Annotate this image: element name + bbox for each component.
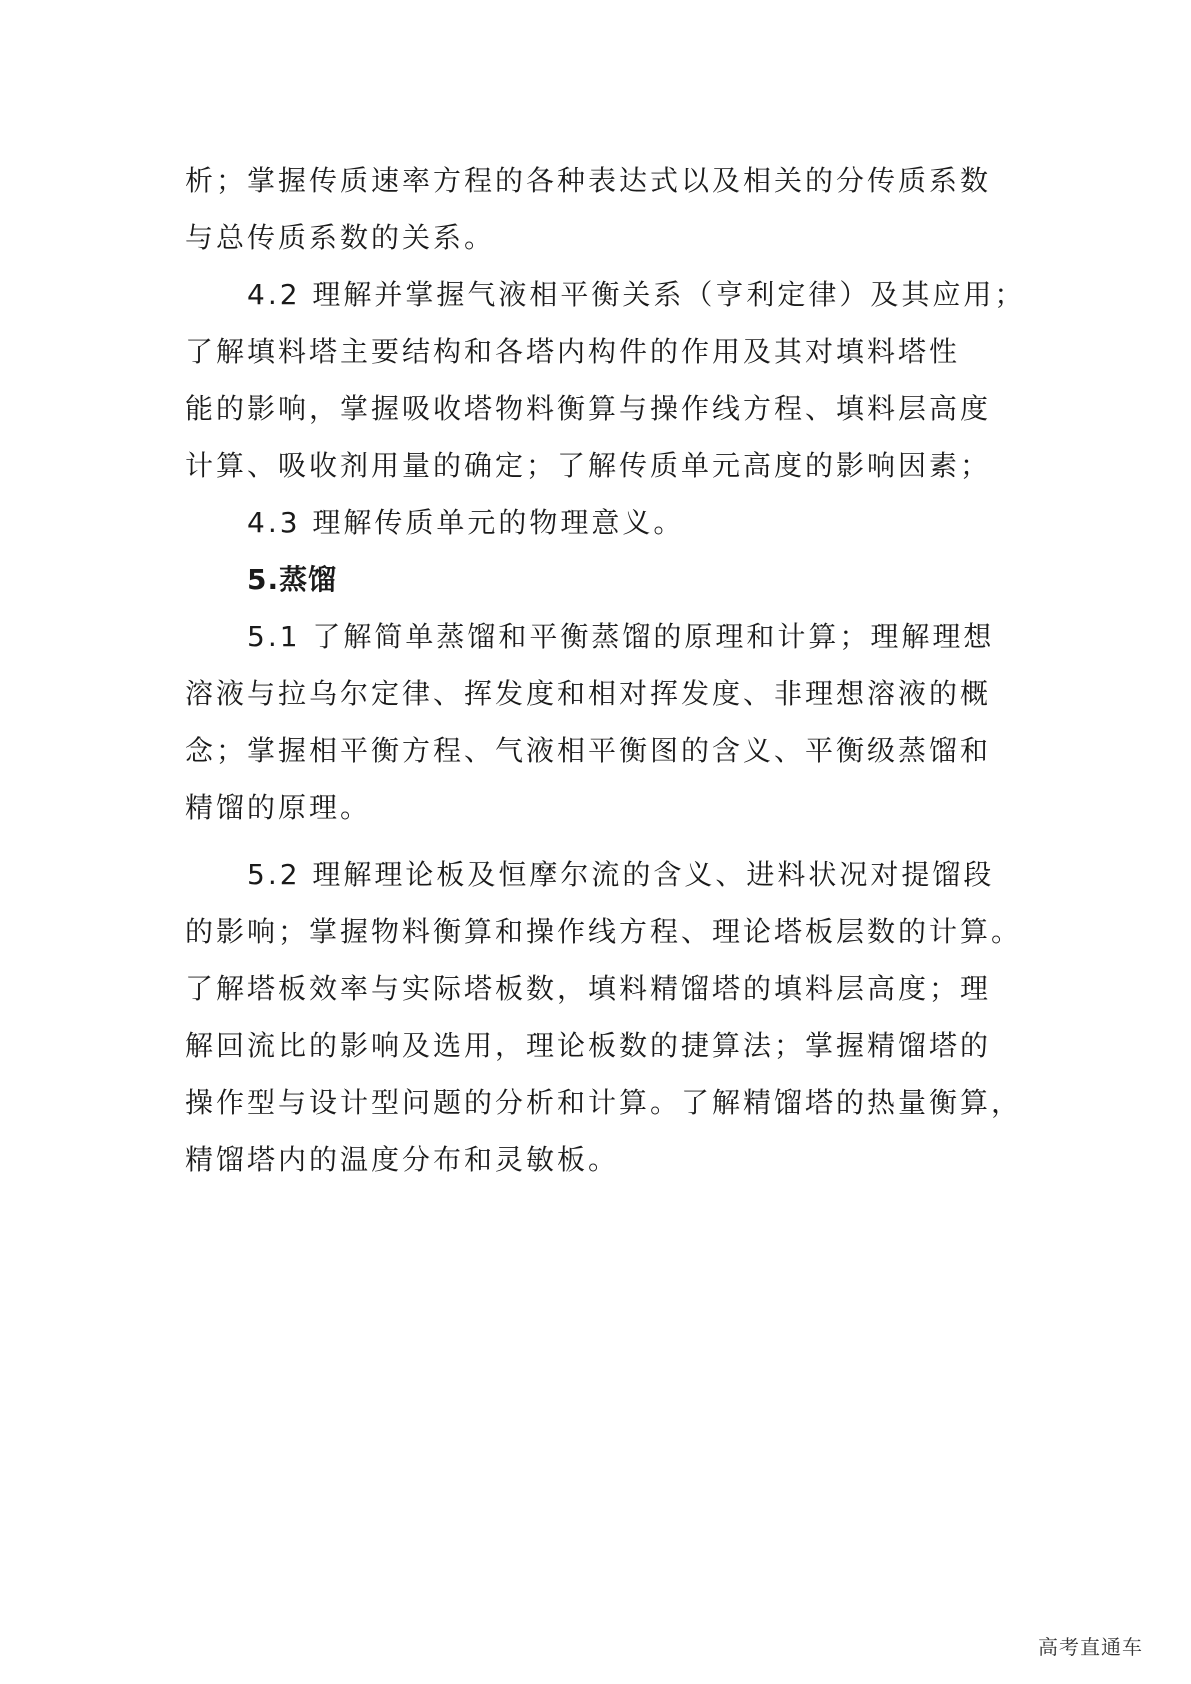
section-5-2-line: 了解塔板效率与实际塔板数，填料精馏塔的填料层高度；理 (185, 972, 992, 1005)
watermark: 高考直通车 (1038, 1635, 1143, 1659)
section-4-2-line: 计算、吸收剂用量的确定；了解传质单元高度的影响因素； (185, 449, 992, 482)
section-4-2-line: 了解填料塔主要结构和各塔内构件的作用及其对填料塔性 (185, 335, 961, 368)
section-4-2-line: 能的影响，掌握吸收塔物料衡算与操作线方程、填料层高度 (185, 392, 992, 425)
section-5-1-line: 念；掌握相平衡方程、气液相平衡图的含义、平衡级蒸馏和 (185, 734, 992, 767)
section-5-2-line: 操作型与设计型问题的分析和计算。了解精馏塔的热量衡算， (185, 1086, 1023, 1119)
section-heading-5: 5.蒸馏 (247, 563, 338, 596)
section-5-2-line: 的影响；掌握物料衡算和操作线方程、理论塔板层数的计算。 (185, 915, 1023, 948)
section-5-1-line: 5.1 了解简单蒸馏和平衡蒸馏的原理和计算；理解理想 (247, 620, 995, 653)
section-5-1-line: 溶液与拉乌尔定律、挥发度和相对挥发度、非理想溶液的概 (185, 677, 992, 710)
paragraph-line: 析；掌握传质速率方程的各种表达式以及相关的分传质系数 (185, 164, 992, 197)
document-body (185, 152, 1030, 1188)
paragraph-gap (185, 836, 1030, 846)
section-5-1-line: 精馏的原理。 (185, 791, 372, 824)
section-5-2-line: 5.2 理解理论板及恒摩尔流的含义、进料状况对提馏段 (247, 858, 995, 891)
section-4-3-line: 4.3 理解传质单元的物理意义。 (247, 506, 685, 539)
paragraph-line: 与总传质系数的关系。 (185, 221, 496, 254)
section-5-2-line: 解回流比的影响及选用，理论板数的捷算法；掌握精馏塔的 (185, 1029, 992, 1062)
section-5-2-line: 精馏塔内的温度分布和灵敏板。 (185, 1143, 620, 1176)
section-4-2-line: 4.2 理解并掌握气液相平衡关系（亨利定律）及其应用； (247, 278, 1026, 311)
